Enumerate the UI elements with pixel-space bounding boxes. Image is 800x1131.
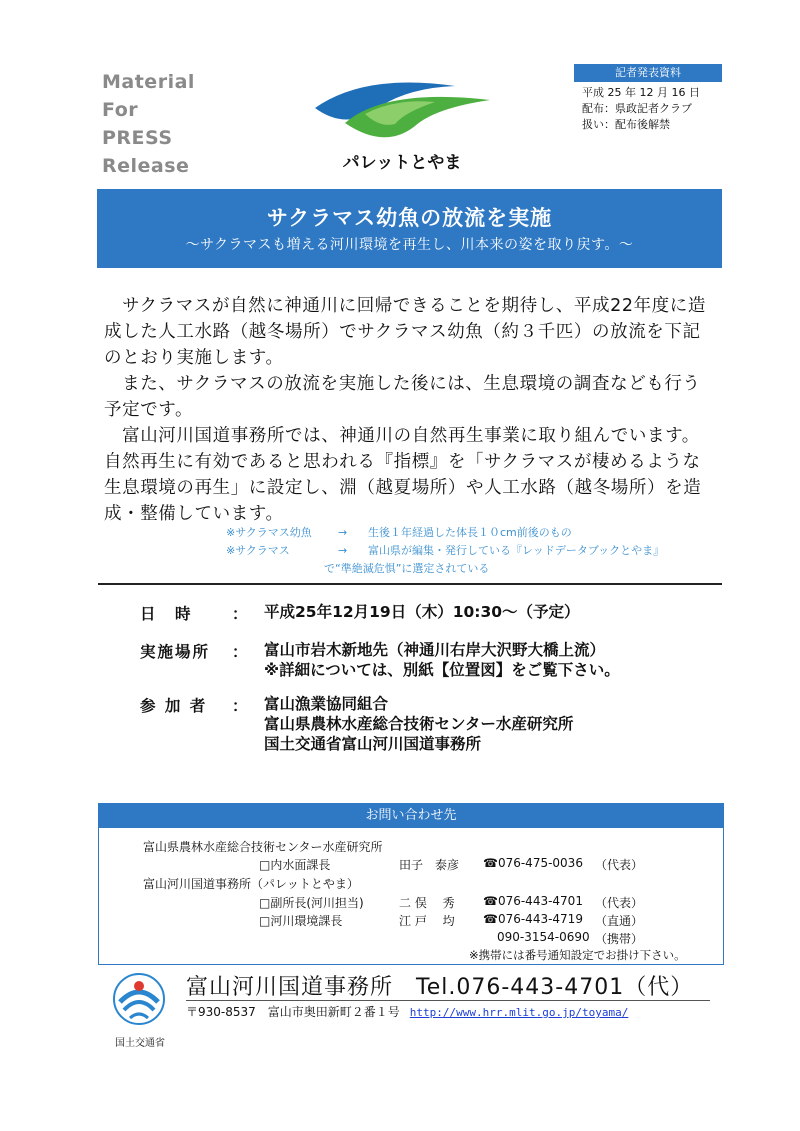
body-paragraph: サクラマスが自然に神通川に回帰できることを期待し、平成22年度に造成した人工水路（越冬場所）でサクラマス幼魚（約３千匹）の放流を下記のとおり実施します。 [104, 296, 706, 368]
contact-name: 江 戸 均 [399, 914, 455, 928]
participants-label: 参 加 者 [140, 697, 208, 715]
note-term: ※サクラマス [226, 544, 290, 557]
material-label-line: PRESS [102, 127, 173, 149]
website-link[interactable]: http://www.hrr.mlit.go.jp/toyama/ [409, 1006, 629, 1019]
contact-org-2: 富山河川国道事務所（パレットとやま） [143, 877, 359, 891]
page-title: サクラマス幼魚の放流を実施 [266, 206, 553, 230]
material-for-press-release [102, 68, 195, 180]
contact-role: □副所長(河川担当) [259, 896, 364, 910]
place-value [264, 640, 620, 680]
participants-value [264, 694, 573, 754]
contact-role: □内水面課長 [259, 858, 331, 872]
logo-text: パレットとやま [342, 153, 462, 173]
contact-name: 田子 泰彦 [399, 858, 460, 872]
colon: ： [232, 697, 248, 715]
colon: ： [232, 605, 248, 623]
note-desc: 富山県が編集・発行している『レッドデータブックとやま』 [368, 544, 665, 557]
note-desc: で“準絶滅危惧”に選定されている [324, 562, 490, 575]
place-label: 実施場所 [140, 643, 211, 661]
participant: 富山漁業協同組合 [264, 695, 389, 713]
participant: 富山県農林水産総合技術センター水産研究所 [264, 715, 574, 733]
material-label-line: Material [102, 71, 195, 93]
press-distribution: 配布：県政記者クラブ [582, 102, 692, 115]
body-paragraph: 富山河川国道事務所では、神通川の自然再生事業に取り組んでいます。自然再生に有効であると思われる『指標』を「サクラマスが棲めるような生息環境の再生」に設定し、淵（越夏場所）や人工水路（越冬場所）を造成・整備しています。 [104, 426, 702, 524]
contact-tel: ☎076-475-0036 [483, 856, 583, 870]
material-label-line: Release [102, 155, 190, 177]
place-note: ※詳細については、別紙【位置図】をご覧下さい。 [264, 661, 620, 679]
title-banner [98, 190, 721, 267]
date-value: 平成25年12月19日（木）10:30～（予定） [264, 603, 580, 621]
colon: ： [232, 643, 248, 661]
press-date: 平成 25 年 12 月 16 日 [582, 86, 700, 99]
body-paragraph: また、サクラマスの放流を実施した後には、生息環境の調査なども行う予定です。 [104, 374, 701, 420]
note-term: ※サクラマス幼魚 [226, 526, 312, 539]
note-arrow: → [338, 544, 348, 557]
emblem-label: 国土交通省 [115, 1038, 165, 1049]
contact-tel-note: （直通） [595, 914, 644, 928]
date-label: 日 時 [140, 605, 193, 623]
material-label-line: For [102, 99, 139, 121]
contact-mobile-note: （携帯） [595, 932, 644, 946]
contact-footnote: ※携帯には番号通知設定でお掛け下さい。 [469, 948, 686, 962]
contact-tel-note: （代表） [595, 858, 644, 872]
note-row [226, 524, 664, 542]
contact-name: 二 俣 秀 [399, 896, 455, 910]
contact-tel: ☎076-443-4701 [483, 894, 583, 908]
notes [226, 524, 664, 578]
footer-divider [186, 1000, 710, 1001]
contact-mobile: 090-3154-0690 [497, 930, 590, 944]
contact-heading: お問い合わせ先 [99, 804, 723, 828]
place-line: 富山市岩木新地先（神通川右岸大沢野大橋上流） [264, 641, 606, 659]
contact-org-1: 富山県農林水産総合技術センター水産研究所 [143, 840, 383, 854]
address-text: 〒930-8537 富山市奥田新町２番１号 [186, 1005, 400, 1019]
note-arrow: → [338, 526, 348, 539]
contact-tel-note: （代表） [595, 896, 644, 910]
note-row [226, 542, 664, 560]
participant: 国土交通省富山河川国道事務所 [264, 735, 482, 753]
office-address [186, 1003, 628, 1020]
office-name-tel: 富山河川国道事務所 Tel.076-443-4701（代） [186, 975, 694, 1000]
note-row [226, 560, 664, 578]
divider [98, 583, 722, 585]
contact-box [98, 803, 724, 965]
press-info-box [574, 64, 722, 133]
page-subtitle: ～サクラマスも増える河川環境を再生し、川本来の姿を取り戻す。～ [185, 237, 634, 253]
contact-role: □河川環境課長 [259, 914, 343, 928]
mlit-emblem-icon [112, 972, 166, 1026]
press-handling: 扱い：配布後解禁 [582, 118, 670, 131]
note-desc: 生後１年経過した体長１０cm前後のもの [368, 526, 572, 539]
contact-tel: ☎076-443-4719 [483, 912, 583, 926]
body-text [104, 293, 716, 527]
press-heading: 記者発表資料 [574, 64, 722, 82]
